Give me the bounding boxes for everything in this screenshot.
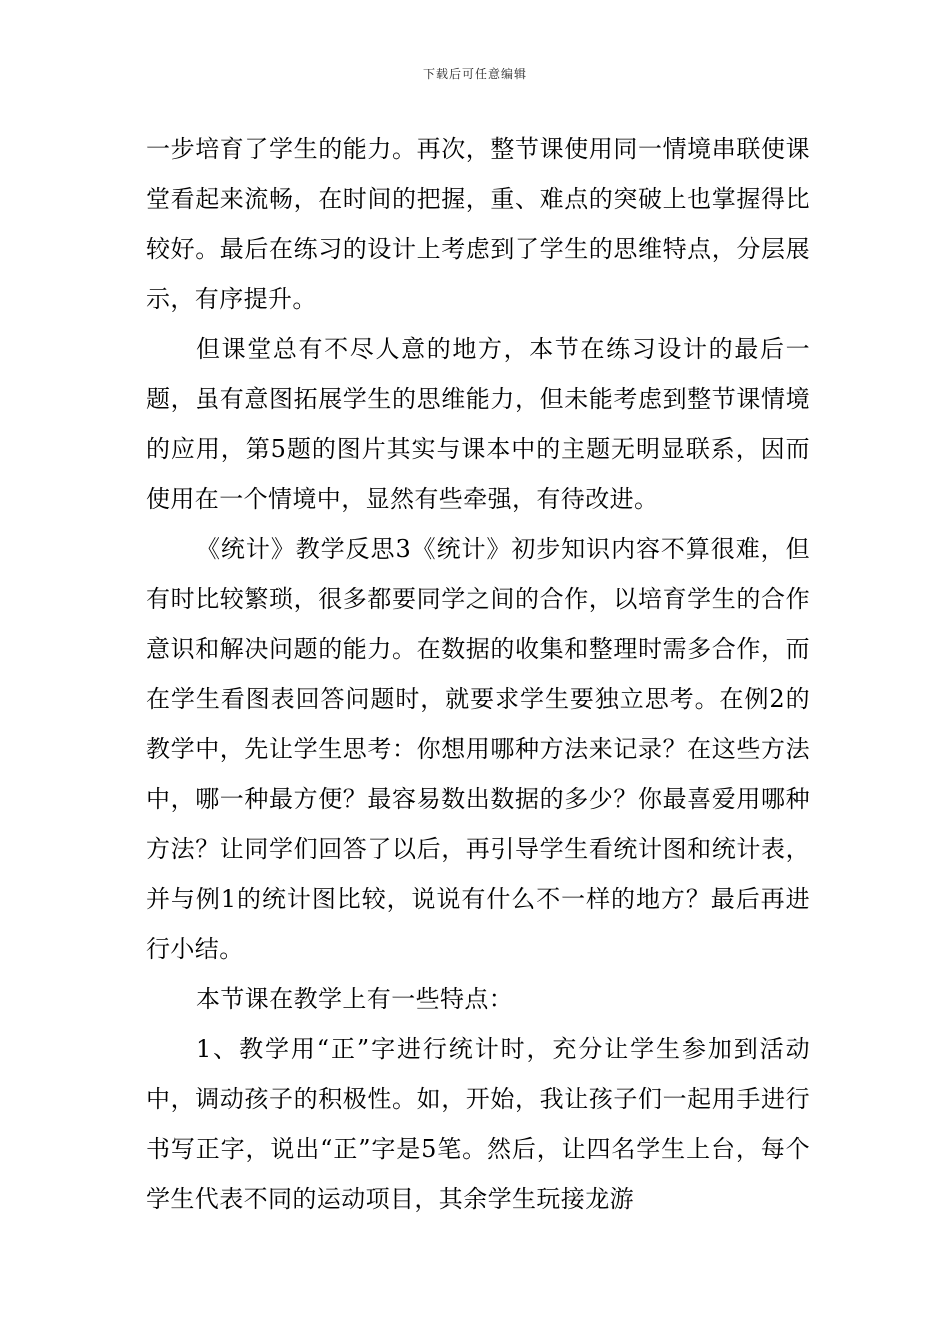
page-header: 下载后可任意编辑 [422,67,527,81]
document-body [146,124,810,1224]
paragraph-feature-1: 1、教学用“正”字进行统计时，充分让学生参加到活动中，调动孩子的积极性。如，开始，我让孩子们一起用手进行书写正字，说出“正”字是5笔。然后，让四名学生上台，每个学生代表不同的运动项目，其余学生玩接龙游 [146,1035,810,1213]
paragraph-reflection-3: 《统计》教学反思3《统计》初步知识内容不算很难，但有时比较繁琐，很多都要同学之间的合作，以培育学生的合作意识和解决问题的能力。在数据的收集和整理时需多合作，而在学生看图表回答问题时，就要求学生要独立思考。在例2的教学中，先让学生思考：你想用哪种方法来记录？在这些方法中，哪一种最方便？最容易数出数据的多少？你最喜爱用哪种方法？让同学们回答了以后，再引导学生看统计图和统计表，并与例1的统计图比较，说说有什么不一样的地方？最后再进行小结。 [146,535,810,963]
paragraph-features-intro: 本节课在教学上有一些特点： [196,985,514,1013]
paragraph-shortcomings: 但课堂总有不尽人意的地方，本节在练习设计的最后一题，虽有意图拓展学生的思维能力，但未能考虑到整节课情境的应用，第5题的图片其实与课本中的主题无明显联系，因而使用在一个情境中，显然有些牵强，有待改进。 [146,335,810,513]
paragraph-continuation: 一步培育了学生的能力。再次，整节课使用同一情境串联使课堂看起来流畅，在时间的把握，重、难点的突破上也掌握得比较好。最后在练习的设计上考虑到了学生的思维特点，分层展示，有序提升。 [146,135,810,313]
